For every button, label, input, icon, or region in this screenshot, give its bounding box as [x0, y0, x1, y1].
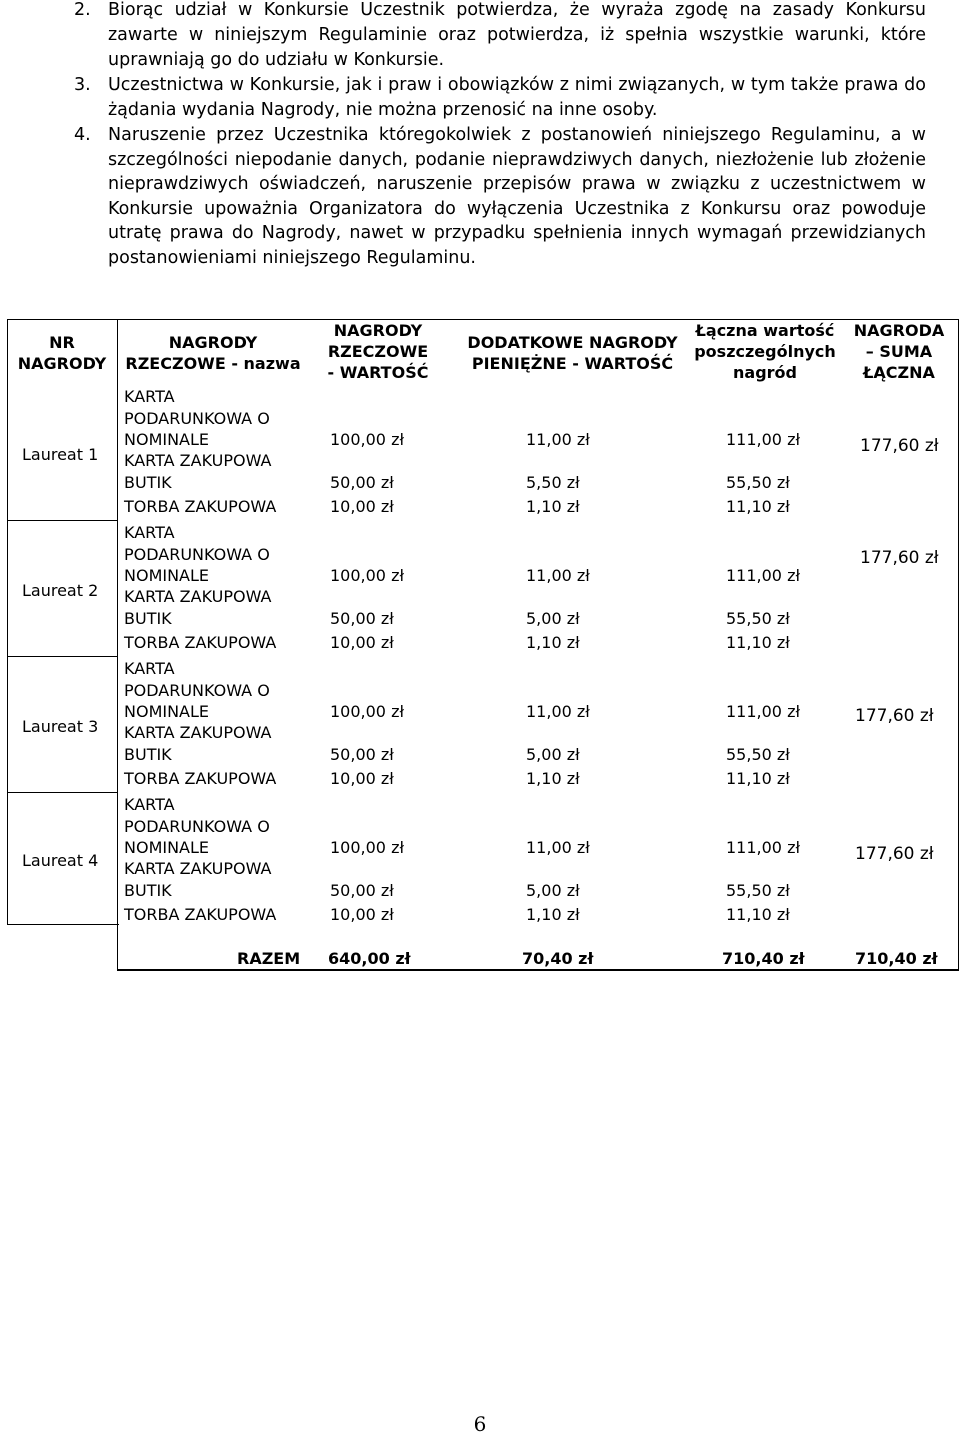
prize-name-line: KARTA ZAKUPOWA	[124, 587, 272, 606]
prize-name-line: BUTIK	[124, 608, 172, 628]
prize-value: 50,00 zł	[330, 608, 394, 628]
prize-extra: 1,10 zł	[526, 905, 580, 924]
prize-extra: 1,10 zł	[526, 769, 580, 788]
prize-total: 11,10 zł	[726, 769, 790, 788]
group-separator	[7, 656, 118, 657]
prize-name-line: KARTA	[124, 387, 175, 406]
prize-name-line: KARTA ZAKUPOWA	[124, 859, 272, 878]
prize-name-line: TORBA ZAKUPOWA	[124, 905, 277, 924]
prize-name-line: TORBA ZAKUPOWA	[124, 769, 277, 788]
prize-extra: 11,00 zł	[526, 838, 590, 858]
prize-name-line: PODARUNKOWA O	[124, 816, 270, 836]
prize-name-line: TORBA ZAKUPOWA	[124, 633, 277, 652]
prize-name-line: BUTIK	[124, 744, 172, 764]
group-sum: 177,60 zł	[855, 706, 934, 726]
table-border	[7, 924, 119, 925]
prize-name-line: KARTA	[124, 659, 175, 678]
prize-extra: 5,00 zł	[526, 880, 580, 900]
prize-value: 10,00 zł	[330, 769, 394, 788]
header-name: NAGRODY RZECZOWE - nazwa	[125, 333, 301, 373]
prize-value: 10,00 zł	[330, 905, 394, 924]
prize-total: 111,00 zł	[726, 430, 801, 450]
header-extra: DODATKOWE NAGRODY PIENIĘŻNE - WARTOŚĆ	[467, 333, 678, 373]
paragraph-text: Uczestnictwa w Konkursie, jak i praw i obowiązków z nimi związanych, w tym także prawa do żądania wydania Nagrody, nie można przenosić na inne osoby.	[108, 75, 926, 120]
prize-total: 11,10 zł	[726, 497, 790, 516]
prize-value: 100,00 zł	[330, 566, 405, 586]
prize-name-line: NOMINALE	[124, 702, 210, 722]
prize-name-line: NOMINALE	[124, 838, 210, 858]
prize-extra: 1,10 zł	[526, 633, 580, 652]
prize-extra: 5,00 zł	[526, 744, 580, 764]
laureate-label: Laureat 2	[22, 581, 99, 600]
paragraph-number: 3.	[74, 75, 91, 95]
paragraph-text: Naruszenie przez Uczestnika któregokolwiek z postanowień niniejszego Regulaminu, a w szczególności niepodanie danych, podanie nieprawdziwych danych, niezłożenie lub złożenie nieprawdziwych oświadczeń, naruszenie przepisów prawa w związku z uczestnictwem w Konkursie upoważnia Organizatora do wyłączenia Uczestnika z Konkursu oraz powoduje utratę prawa do Nagrody, nawet w przypadku spełnienia innych wymagań przewidzianych postanowieniami niniejszego Regulaminu.	[108, 125, 926, 268]
prize-total: 55,50 zł	[726, 608, 790, 628]
prize-name-line: BUTIK	[124, 472, 172, 492]
prize-value: 50,00 zł	[330, 880, 394, 900]
table-border	[958, 319, 959, 971]
group-sum: 177,60 zł	[860, 548, 939, 568]
totals-extra: 70,40 zł	[522, 949, 594, 968]
prize-name-line: KARTA ZAKUPOWA	[124, 723, 272, 742]
laureate-label: Laureat 3	[22, 717, 99, 736]
prize-value: 10,00 zł	[330, 497, 394, 516]
group-separator	[7, 520, 118, 521]
prize-name-line: NOMINALE	[124, 430, 210, 450]
header-sum: NAGRODA – SUMA ŁĄCZNA	[853, 321, 945, 382]
prize-name-line: BUTIK	[124, 880, 172, 900]
group-sum: 177,60 zł	[860, 436, 939, 456]
prize-total: 111,00 zł	[726, 566, 801, 586]
totals-sum: 710,40 zł	[855, 949, 938, 968]
header-nr: NR NAGRODY	[17, 333, 107, 373]
group-sum: 177,60 zł	[855, 844, 934, 864]
prize-total: 11,10 zł	[726, 633, 790, 652]
prize-name-line: KARTA	[124, 523, 175, 542]
paragraph-number: 4.	[74, 125, 91, 145]
paragraph-number: 2.	[74, 0, 91, 20]
prize-value: 100,00 zł	[330, 838, 405, 858]
laureate-label: Laureat 4	[22, 851, 99, 870]
prize-value: 10,00 zł	[330, 633, 394, 652]
prize-name-line: TORBA ZAKUPOWA	[124, 497, 277, 516]
prize-name-line: KARTA ZAKUPOWA	[124, 451, 272, 470]
prize-extra: 1,10 zł	[526, 497, 580, 516]
prize-value: 50,00 zł	[330, 472, 394, 492]
header-total: Łączna wartość poszczególnych nagród	[694, 321, 836, 382]
prize-value: 100,00 zł	[330, 702, 405, 722]
totals-total: 710,40 zł	[722, 949, 805, 968]
prize-total: 55,50 zł	[726, 744, 790, 764]
prize-extra: 5,00 zł	[526, 608, 580, 628]
table-border	[117, 319, 118, 971]
prize-extra: 11,00 zł	[526, 702, 590, 722]
prize-name-line: KARTA	[124, 795, 175, 814]
prize-name-line: PODARUNKOWA O	[124, 408, 270, 428]
prize-extra: 5,50 zł	[526, 472, 580, 492]
prize-extra: 11,00 zł	[526, 430, 590, 450]
laureate-label: Laureat 1	[22, 445, 99, 464]
header-value: NAGRODY RZECZOWE - WARTOŚĆ	[327, 321, 429, 382]
group-separator	[7, 792, 118, 793]
prize-value: 50,00 zł	[330, 744, 394, 764]
prize-extra: 11,00 zł	[526, 566, 590, 586]
prize-value: 100,00 zł	[330, 430, 405, 450]
table-border	[117, 969, 959, 971]
prize-total: 111,00 zł	[726, 838, 801, 858]
prize-name-line: NOMINALE	[124, 566, 210, 586]
prize-name-line: PODARUNKOWA O	[124, 544, 270, 564]
prize-total: 111,00 zł	[726, 702, 801, 722]
paragraph-text: Biorąc udział w Konkursie Uczestnik potwierdza, że wyraża zgodę na zasady Konkursu zawarte w niniejszym Regulaminie oraz potwierdza, iż spełnia wszystkie warunki, które uprawniają go do udziału w Konkursie.	[108, 0, 926, 70]
prize-total: 55,50 zł	[726, 472, 790, 492]
totals-value: 640,00 zł	[328, 949, 411, 968]
prize-total: 11,10 zł	[726, 905, 790, 924]
prize-total: 55,50 zł	[726, 880, 790, 900]
table-border	[7, 319, 8, 925]
page-number: 6	[473, 1412, 487, 1436]
prize-name-line: PODARUNKOWA O	[124, 680, 270, 700]
totals-label: RAZEM	[237, 949, 301, 968]
